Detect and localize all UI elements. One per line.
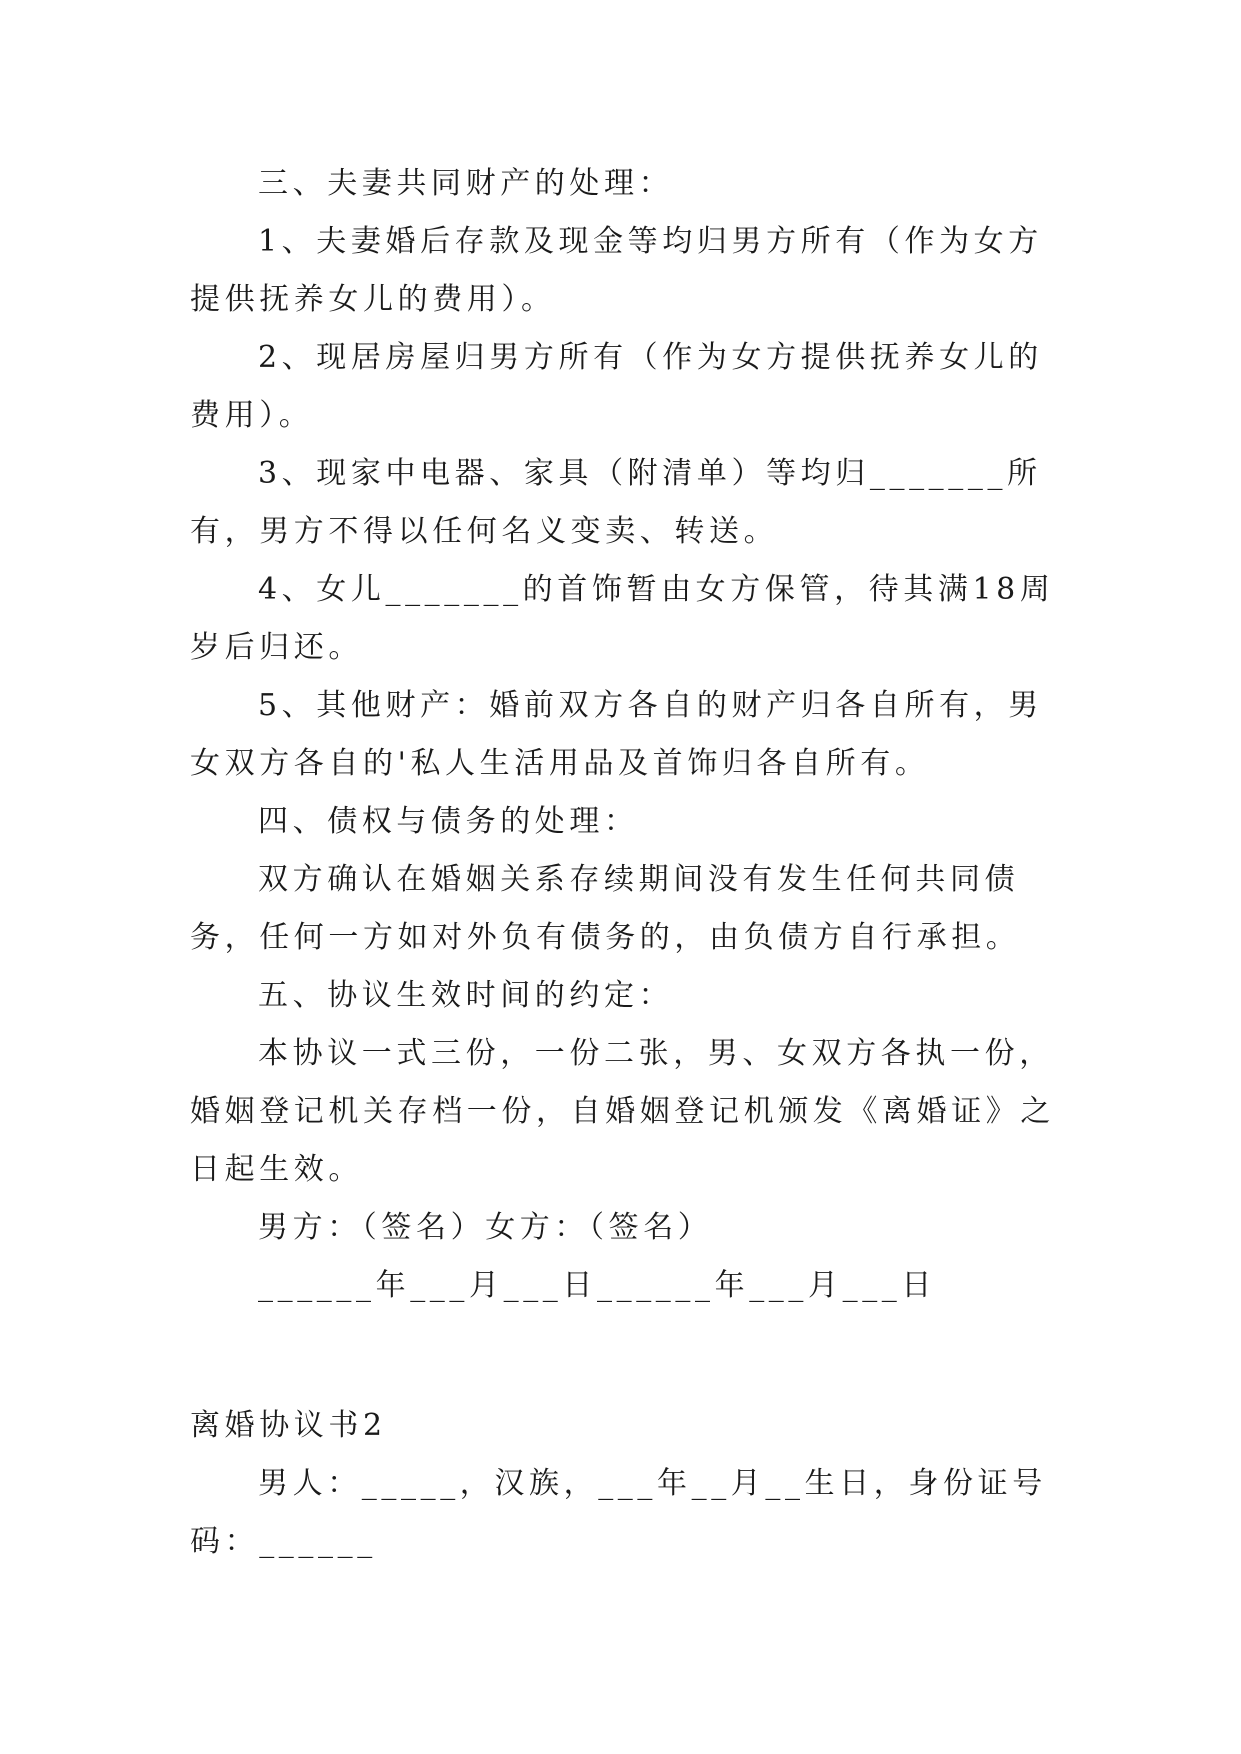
property-clause-4: 4、女儿_______的首饰暂由女方保管，待其满18周岁后归还。 [190,572,1055,665]
property-clause-5: 5、其他财产：婚前双方各自的财产归各自所有，男女双方各自的'私人生活用品及首饰归各自所有。 [190,688,1043,781]
document-title-2: 离婚协议书2 [190,1408,387,1443]
effective-clause: 本协议一式三份，一份二张，男、女双方各执一份，婚姻登记机关存档一份，自婚姻登记机颁发《离婚证》之日起生效。 [190,1036,1055,1187]
man-info-line: 男人：_____，汉族，___年__月__生日，身份证号码：______ [190,1466,1047,1559]
date-line: ______年___月___日______年___月___日 [258,1268,936,1303]
debts-clause: 双方确认在婚姻关系存续期间没有发生任何共同债务，任何一方如对外负有债务的，由负债方自行承担。 [190,862,1021,955]
section-heading-effective: 五、协议生效时间的约定： [258,978,674,1013]
signature-line: 男方：（签名）女方：（签名） [258,1210,713,1245]
section-heading-debts: 四、债权与债务的处理： [258,804,639,839]
property-clause-1: 1、夫妻婚后存款及现金等均归男方所有（作为女方提供抚养女儿的费用）。 [190,224,1043,317]
document-body [190,155,1065,1571]
section-heading-property: 三、夫妻共同财产的处理： [258,166,674,201]
property-clause-3: 3、现家中电器、家具（附清单）等均归_______所有，男方不得以任何名义变卖、转送。 [190,456,1042,549]
property-clause-2: 2、现居房屋归男方所有（作为女方提供抚养女儿的费用）。 [190,340,1043,433]
